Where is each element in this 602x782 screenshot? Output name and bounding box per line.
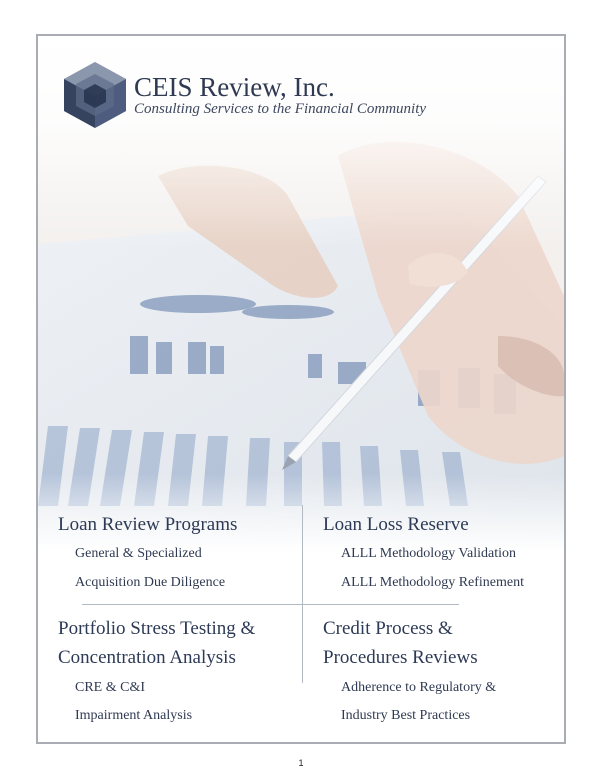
service-title-credit-process-line2: Procedures Reviews (323, 647, 478, 668)
service-title-loan-loss-reserve: Loan Loss Reserve (323, 514, 469, 535)
company-tagline: Consulting Services to the Financial Community (134, 101, 427, 117)
cube-logo-icon (62, 60, 128, 130)
service-item: Impairment Analysis (75, 708, 193, 723)
horizontal-divider (82, 604, 459, 605)
service-title-credit-process: Credit Process & (323, 618, 453, 639)
service-title-loan-review: Loan Review Programs (58, 514, 238, 535)
page-number: 1 (298, 758, 304, 768)
page-frame (36, 34, 566, 744)
service-item: Adherence to Regulatory & (341, 680, 497, 695)
service-item: ALLL Methodology Refinement (341, 575, 524, 590)
service-item: Industry Best Practices (341, 708, 471, 723)
vertical-divider (302, 505, 303, 683)
company-name: CEIS Review, Inc. (134, 72, 335, 102)
service-title-stress-testing: Portfolio Stress Testing & (58, 618, 256, 639)
service-title-stress-testing-line2: Concentration Analysis (58, 647, 236, 668)
service-item: CRE & C&I (75, 680, 146, 695)
service-item: ALLL Methodology Validation (341, 546, 516, 561)
service-item: General & Specialized (75, 546, 202, 561)
service-item: Acquisition Due Diligence (75, 575, 226, 590)
